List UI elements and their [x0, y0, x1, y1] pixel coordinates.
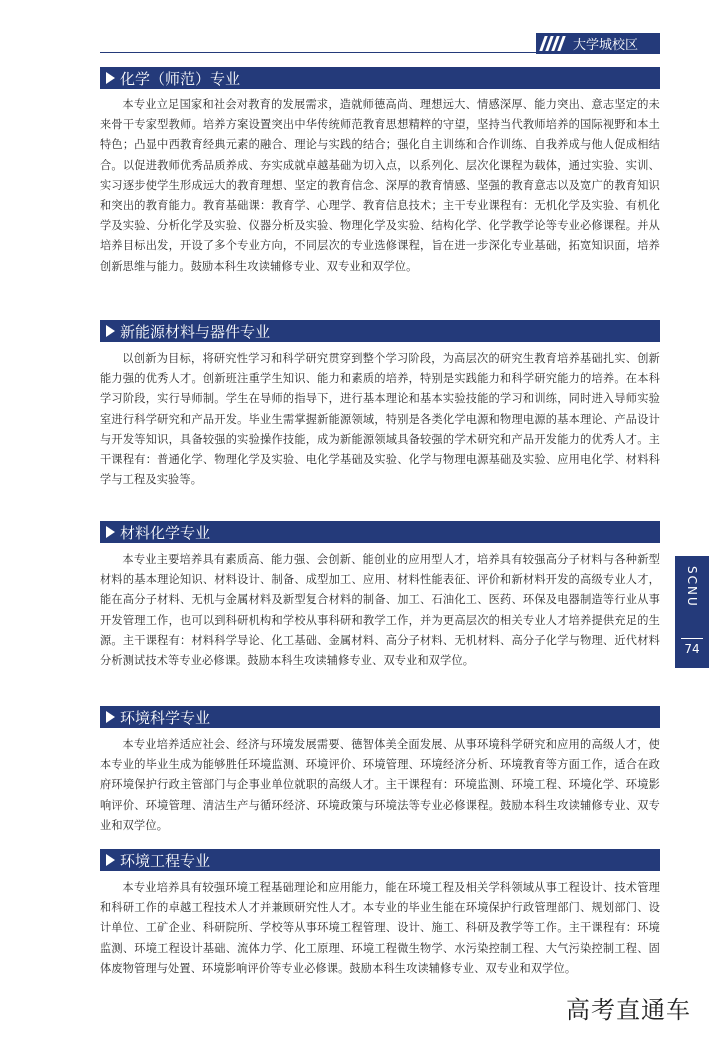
- section-body: 本专业主要培养具有素质高、能力强、会创新、能创业的应用型人才，培养具有较强高分子材料与各种新型材料的基本理论知识、材料设计、制备、成型加工、应用、材料性能表征、评价和新材料开发的高级专业人才，能在高分子材料、无机与金属材料及新型复合材料的制备、加工、石油化工、医药、环保及电器制造等行业从事开发管理工作，也可以到科研机构和学校从事科研和教学工作，并为更高层次的相关专业人才培养提供充足的生源。主干课程有：材料科学导论、化工基础、金属材料、高分子材料、无机材料、高分子化学与物理、近代材料分析测试技术等专业必修课。鼓励本科生攻读辅修专业、双专业和双学位。: [100, 553, 660, 668]
- side-tab-label: SCNU: [685, 566, 699, 608]
- section-title: 环境科学专业: [120, 708, 211, 727]
- section-title: 新能源材料与器件专业: [120, 322, 271, 341]
- section-title-bar: [100, 320, 660, 342]
- section-body: 本专业培养适应社会、经济与环境发展需要、德智体美全面发展、从事环境科学研究和应用的高级人才，使本专业的毕业生成为能够胜任环境监测、环境评价、环境管理、环境经济分析、环境教育等方面工作，适合在政府环境保护行政主管部门与企事业单位就职的高级人才。主干课程有：环境监测、环境工程、环境化学、环境影响评价、环境管理、清洁生产与循环经济、环境政策与环境法等专业必修课程。鼓励本科生攻读辅修专业、双专业和双学位。: [100, 738, 660, 832]
- triangle-bullet-icon: [106, 72, 115, 84]
- triangle-bullet-icon: [106, 526, 115, 538]
- triangle-bullet-icon: [106, 325, 115, 337]
- watermark: 高考直通车: [566, 996, 691, 1024]
- section-title-bar: [100, 706, 660, 728]
- section-body: 以创新为目标，将研究性学习和科学研究贯穿到整个学习阶段，为高层次的研究生教育培养基础扎实、创新能力强的优秀人才。创新班注重学生知识、能力和素质的培养，特别是实践能力和科学研究能力的培养。在本科学习阶段，实行导师制。学生在导师的指导下，进行基本理论和基本实验技能的学习和训练，同时进入导师实验室进行科学研究和产品开发。毕业生需掌握新能源领域，特别是各类化学电源和物理电源的基本理论、产品设计与开发等知识，具备较强的实验操作技能，成为新能源领域具备较强的学术研究和产品开发能力的优秀人才。主干课程有：普通化学、物理化学及实验、电化学基础及实验、化学与物理电源基础及实验、应用电化学、材料科学与工程及实验等。: [100, 352, 660, 487]
- triangle-bullet-icon: [106, 854, 115, 866]
- section-title: 材料化学专业: [120, 523, 211, 542]
- section-title: 环境工程专业: [120, 851, 211, 870]
- section-body: 本专业立足国家和社会对教育的发展需求，造就师德高尚、理想远大、情感深厚、能力突出、意志坚定的未来骨干专家型教师。培养方案设置突出中华传统师范教育思想精粹的守望，坚持当代教师培养的国际视野和本土特色；凸显中西教育经典元素的融合、理论与实践的结合；强化自主训练和合作训练、自我养成与他人促成相结合。以促进教师优秀品质养成、夯实成就卓越基础为切入点，以系列化、层次化课程为载体，通过实验、实训、实习逐步使学生形成远大的教育理想、坚定的教育信念、深厚的教育情感、坚强的教育意志以及宽广的教育知识和突出的教育能力。教育基础课：教育学、心理学、教育信息技术；主干专业课程有：无机化学及实验、有机化学及实验、分析化学及实验、仪器分析及实验、物理化学及实验、结构化学、化学教学论等专业必修课程。并从培养目标出发，开设了多个专业方向，不同层次的专业选修课程，旨在进一步深化专业基础，拓宽知识面，培养创新思维与能力。鼓励本科生攻读辅修专业、双专业和双学位。: [100, 98, 660, 273]
- page-number: 74: [684, 642, 700, 656]
- side-page-tab: [675, 556, 709, 668]
- stripes-icon: [536, 36, 573, 51]
- section-title: 化学（师范）专业: [120, 69, 241, 88]
- section-title-bar: [100, 521, 660, 543]
- section-title-bar: [100, 849, 660, 871]
- campus-header-tab: [536, 33, 660, 54]
- triangle-bullet-icon: [106, 711, 115, 723]
- campus-label: 大学城校区: [573, 38, 639, 53]
- side-tab-divider: [681, 638, 703, 639]
- section-body: 本专业培养具有较强环境工程基础理论和应用能力，能在环境工程及相关学科领域从事工程设计、技术管理和科研工作的卓越工程技术人才并兼顾研究性人才。本专业的毕业生能在环境保护行政管理部门、规划部门、设计单位、工矿企业、科研院所、学校等从事环境工程管理、设计、施工、科研及教学等工作。主干课程有：环境监测、环境工程设计基础、流体力学、化工原理、环境工程微生物学、水污染控制工程、大气污染控制工程、固体废物管理与处置、环境影响评价等专业必修课。鼓励本科生攻读辅修专业、双专业和双学位。: [100, 881, 660, 975]
- section-title-bar: [100, 67, 660, 89]
